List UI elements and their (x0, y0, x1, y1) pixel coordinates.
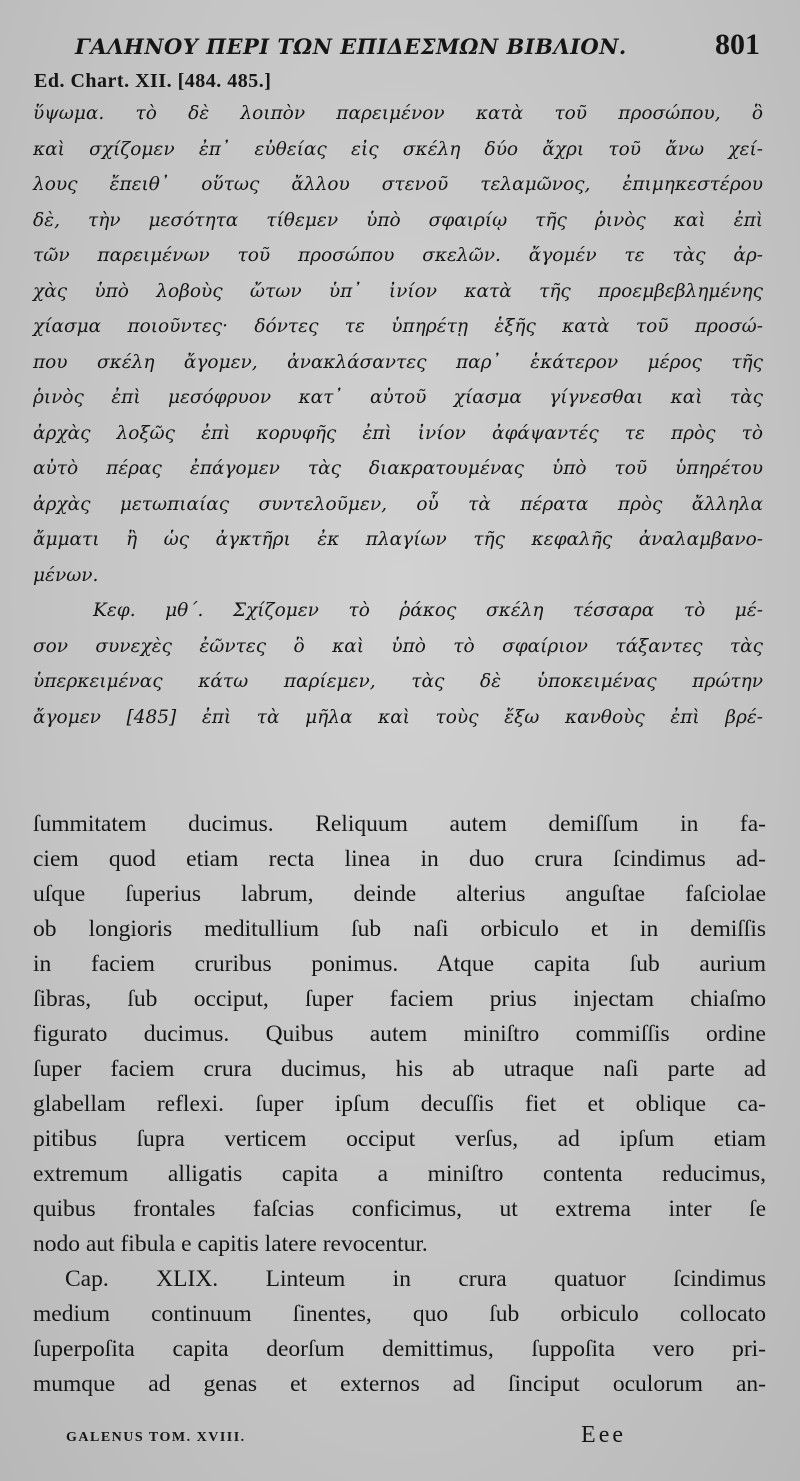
greek-line: ἄμματι ἢ ὡς ἀγκτῆρι ἐκ πλαγίων τῆς κεφαλῆς ἀναλαμβανο- (33, 529, 763, 550)
printer-signature-left: GALENUS TOM. XVIII. (66, 1430, 246, 1445)
latin-line: ſuperpoſita capita deorſum demittimus, ſuppoſita vero pri- (33, 1336, 766, 1362)
page-footer (66, 1422, 626, 1452)
greek-line: δὲ, τὴν μεσότητα τίθεμεν ὑπὸ σφαιρίῳ τῆς ῥινὸς καὶ ἐπὶ (33, 209, 763, 231)
greek-text-block (33, 96, 763, 735)
greek-line: χὰς ὑπὸ λοβοὺς ὤτων ὑπ᾽ ἰνίον κατὰ τῆς προεμβεβλημένης (33, 280, 763, 302)
greek-line: ἄγομεν [485] ἐπὶ τὰ μῆλα καὶ τοὺς ἔξω κανθοὺς ἐπὶ βρέ- (33, 706, 763, 728)
latin-text-block (33, 807, 766, 1402)
latin-chapter-heading-line: Cap. XLIX. Linteum in crura quatuor ſcindimus (65, 1266, 766, 1292)
latin-line: in faciem cruribus ponimus. Atque capita ſub aurium (33, 951, 766, 977)
latin-line: ſuper faciem crura ducimus, his ab utraque naſi parte ad (33, 1056, 766, 1082)
greek-line: ῥινὸς ἐπὶ μεσόφρυον κατ᾽ αὐτοῦ χίασμα γίγνεσθαι καὶ τὰς (33, 387, 763, 408)
latin-line: nodo aut fibula e capitis latere revocentur. (33, 1231, 428, 1257)
latin-line: figurato ducimus. Quibus autem miniſtro commiſſis ordine (33, 1021, 766, 1047)
latin-line: ob longioris meditullium ſub naſi orbiculo et in demiſſis (33, 916, 766, 942)
greek-line: που σκέλη ἄγομεν, ἀνακλάσαντες παρ᾽ ἑκάτερον μέρος τῆς (33, 351, 763, 373)
greek-line: ὑπερκειμένας κάτω παρίεμεν, τὰς δὲ ὑποκειμένας πρώτην (33, 671, 763, 692)
latin-line: uſque ſuperius labrum, deinde alterius anguſtae faſciolae (33, 881, 766, 907)
greek-line: σον συνεχὲς ἐῶντες ὃ καὶ ὑπὸ τὸ σφαίριον τάξαντες τὰς (33, 635, 763, 657)
latin-line: medium continuum ſinentes, quo ſub orbiculo collocato (33, 1301, 766, 1327)
latin-line: ſibras, ſub occiput, ſuper faciem prius injectam chiaſmo (33, 986, 766, 1012)
latin-line: extremum alligatis capita a miniſtro contenta reducimus, (33, 1161, 766, 1187)
greek-chapter-heading-line: Κεφ. μθ΄. Σχίζομεν τὸ ῥάκος σκέλη τέσσαρα τὸ μέ- (93, 600, 763, 621)
greek-line: μένων. (33, 564, 99, 586)
latin-line: mumque ad genas et externos ad ſinciput oculorum an- (33, 1371, 766, 1397)
latin-line: ſummitatem ducimus. Reliquum autem demiſſum in fa- (33, 811, 766, 837)
greek-line: ἀρχὰς μετωπιαίας συντελοῦμεν, οὗ τὰ πέρατα πρὸς ἄλληλα (33, 493, 763, 515)
latin-line: ciem quod etiam recta linea in duo crura ſcindimus ad- (33, 846, 766, 872)
latin-line: quibus frontales faſcias conficimus, ut extrema inter ſe (33, 1196, 766, 1222)
greek-line: χίασμα ποιοῦντες· δόντες τε ὑπηρέτῃ ἑξῆς κατὰ τοῦ προσώ- (33, 316, 763, 337)
greek-line: τῶν παρειμένων τοῦ προσώπου σκελῶν. ἄγομέν τε τὰς ἀρ- (33, 245, 763, 266)
greek-line: ὕψωμα. τὸ δὲ λοιπὸν παρειμένον κατὰ τοῦ προσώπου, ὃ (33, 103, 763, 124)
edition-line: Ed. Chart. XII. [484. 485.] (34, 70, 272, 92)
printer-signature-right: Eee (581, 1422, 626, 1448)
page-number: 801 (715, 28, 760, 61)
latin-line: glabellam reflexi. ſuper ipſum decuſſis fiet et oblique ca- (33, 1091, 766, 1117)
running-head (60, 28, 760, 68)
greek-line: καὶ σχίζομεν ἐπ᾽ εὐθείας εἰς σκέλη δύο ἄχρι τοῦ ἄνω χεί- (33, 138, 763, 160)
greek-line: ἀρχὰς λοξῶς ἐπὶ κορυφῆς ἐπὶ ἰνίον ἀφάψαντές τε πρὸς τὸ (33, 422, 763, 444)
running-title: ΓΑΛΗΝΟΥ ΠΕΡΙ ΤΩΝ ΕΠΙΔΕΣΜΩΝ ΒΙΒΛΙΟΝ. (75, 34, 627, 59)
greek-line: αὐτὸ πέρας ἐπάγομεν τὰς διακρατουμένας ὑπὸ τοῦ ὑπηρέτου (33, 458, 763, 479)
latin-line: pitibus ſupra verticem occiput verſus, ad ipſum etiam (33, 1126, 766, 1152)
greek-line: λους ἔπειθ᾽ οὕτως ἄλλου στενοῦ τελαμῶνος, ἐπιμηκεστέρου (33, 174, 763, 195)
